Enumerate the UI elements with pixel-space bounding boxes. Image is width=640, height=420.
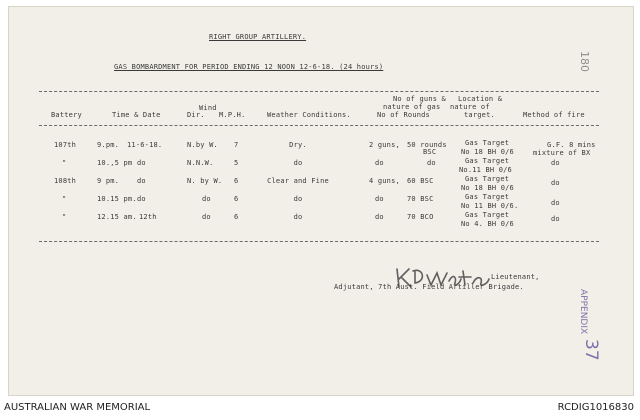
appendix-number: 37 (581, 339, 601, 361)
margin-number: 180 (578, 51, 591, 72)
row-4-method-1: do (551, 199, 560, 207)
row-5-time: 12.15 am. (97, 213, 137, 221)
row-5-location-2: No 4. BH 0/6 (461, 220, 514, 228)
document-page (8, 6, 634, 396)
row-2-method-1: do (551, 159, 560, 167)
row-4-date: do (137, 195, 146, 203)
row-4-dir: do (202, 195, 211, 203)
row-1-rounds: 50 rounds (407, 141, 447, 149)
header-battery: Battery (51, 111, 82, 119)
row-3-location-1: Gas Target (465, 175, 510, 183)
row-2-location-1: Gas Target (465, 157, 510, 165)
row-5-mph: 6 (234, 213, 239, 221)
row-3-method-1: do (551, 179, 560, 187)
row-5-date: 12th (139, 213, 157, 221)
row-2-rounds: do (427, 159, 436, 167)
row-2-dir: N.N.W. (187, 159, 214, 167)
row-1-date: 11-6-18. (127, 141, 163, 149)
header-method: Method of fire (523, 111, 585, 119)
header-dir: Dir. (187, 111, 205, 119)
row-3-rounds: 60 BSC (407, 177, 434, 185)
signature-rank: Lieutenant, (491, 273, 540, 281)
divider-bottom (39, 241, 599, 242)
row-4-mph: 6 (234, 195, 239, 203)
archive-footer (0, 398, 640, 420)
header-wind: Wind (199, 104, 217, 112)
row-1-mph: 7 (234, 141, 239, 149)
row-3-mph: 6 (234, 177, 239, 185)
row-5-battery: " (62, 213, 67, 221)
row-2-location-2: No.11 BH 0/6 (459, 166, 512, 174)
row-2-date: do (137, 159, 146, 167)
row-5-method-1: do (551, 215, 560, 223)
row-1-method-2: mixture of BX (533, 149, 591, 157)
row-4-location-1: Gas Target (465, 193, 510, 201)
row-5-weather: do (293, 213, 303, 221)
row-4-weather: do (293, 195, 303, 203)
document-subtitle: GAS BOMBARDMENT FOR PERIOD ENDING 12 NOON 12-6-18. (24 hours) (114, 63, 384, 71)
row-4-location-2: No 11 BH 0/6. (461, 202, 519, 210)
row-3-dir: N. by W. (187, 177, 223, 185)
row-3-date: do (137, 177, 146, 185)
row-2-battery: " (62, 159, 67, 167)
row-2-time: 10.,5 pm (97, 159, 133, 167)
row-3-guns: 4 guns, (369, 177, 400, 185)
divider-header (39, 125, 599, 126)
row-2-mph: 5 (234, 159, 239, 167)
header-mph: M.P.H. (219, 111, 246, 119)
footer-reference: RCDIG1016830 (557, 402, 634, 413)
row-2-weather: do (293, 159, 303, 167)
row-1-nature: BSC (423, 148, 437, 156)
document-title: RIGHT GROUP ARTILLERY. (209, 33, 307, 41)
row-3-location-2: No 18 BH 0/6 (461, 184, 514, 192)
row-4-battery: " (62, 195, 67, 203)
header-location-1: Location & (458, 95, 503, 103)
row-1-time: 9.pm. (97, 141, 120, 149)
row-1-dir: N.by W. (187, 141, 218, 149)
header-time-date: Time & Date (112, 111, 161, 119)
row-5-rounds: 70 BCO (407, 213, 434, 221)
row-2-guns: do (375, 159, 384, 167)
row-5-dir: do (202, 213, 211, 221)
row-3-battery: 108th (54, 177, 77, 185)
footer-source: AUSTRALIAN WAR MEMORIAL (4, 402, 151, 413)
header-guns-1: No of guns & (393, 95, 446, 103)
appendix-stamp: APPENDIX (578, 289, 588, 335)
row-4-time: 10.15 pm. (97, 195, 137, 203)
row-5-location-1: Gas Target (465, 211, 510, 219)
divider-top (39, 91, 599, 92)
row-3-time: 9 pm. (97, 177, 120, 185)
row-1-battery: 107th (54, 141, 77, 149)
header-guns-3: No of Rounds (377, 111, 430, 119)
row-4-guns: do (375, 195, 384, 203)
row-5-guns: do (375, 213, 384, 221)
row-1-location-2: No 18 BH 0/6 (461, 148, 514, 156)
row-1-guns: 2 guns, (369, 141, 400, 149)
row-1-location-1: Gas Target (465, 139, 510, 147)
signature-line: Adjutant, 7th Aust. Field Artiller Brigade. (334, 283, 524, 291)
row-4-rounds: 70 BSC (407, 195, 434, 203)
row-1-weather: Dry. (289, 141, 307, 149)
header-location-2: nature of (450, 103, 490, 111)
row-3-weather: Clear and Fine (267, 177, 329, 185)
row-1-method-1: G.F. 8 mins (547, 141, 596, 149)
header-weather: Weather Conditions. (267, 111, 351, 119)
header-guns-2: nature of gas (383, 103, 441, 111)
header-location-3: target. (464, 111, 495, 119)
